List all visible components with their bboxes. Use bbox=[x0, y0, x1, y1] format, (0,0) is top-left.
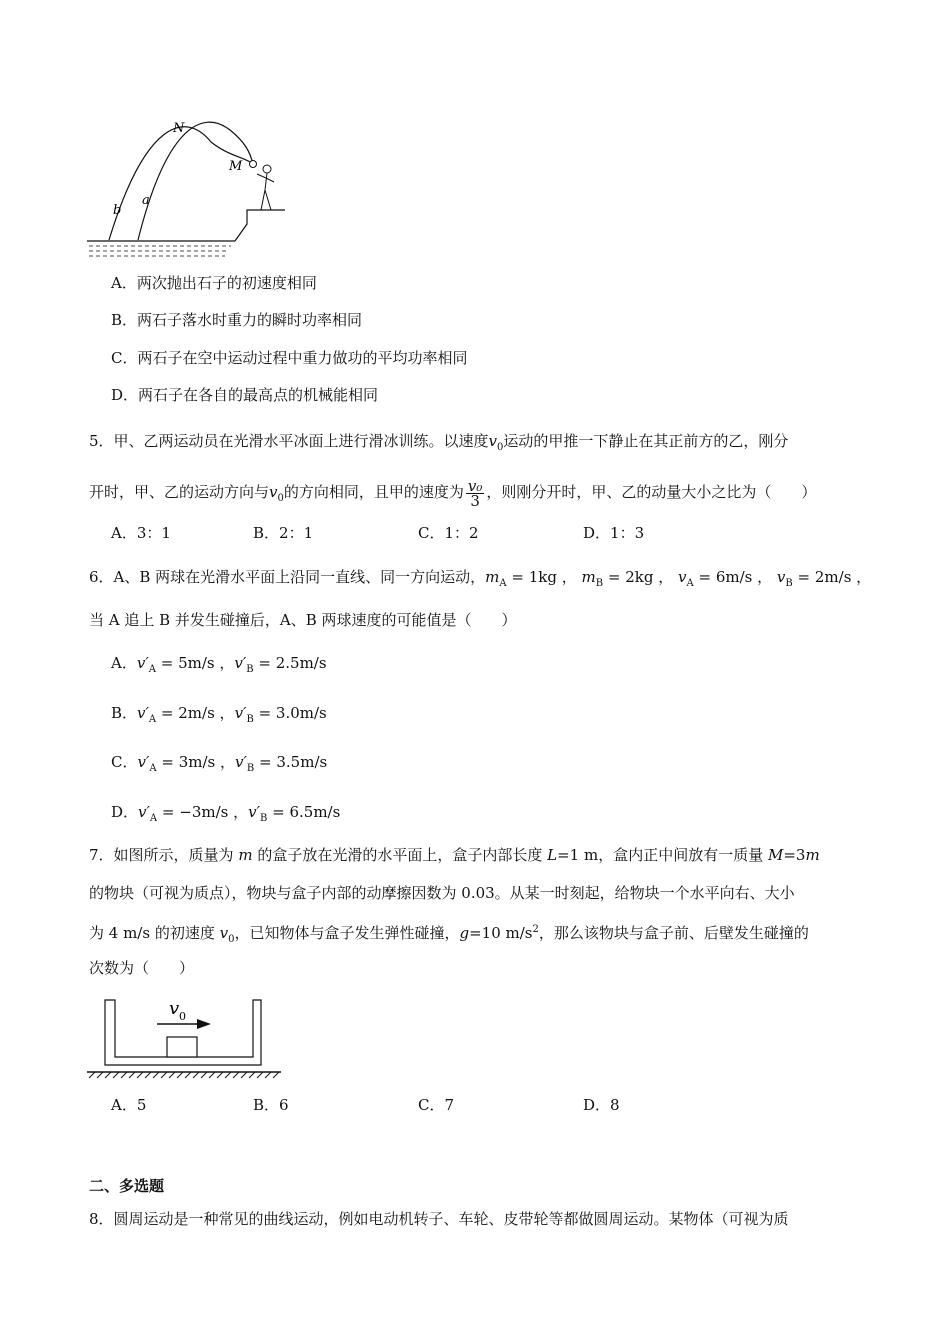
q5-v0: v bbox=[488, 432, 498, 450]
q5-option-a: A．3：1 bbox=[111, 524, 171, 542]
q4-option-d: D．两石子在各自的最高点的机械能相同 bbox=[111, 386, 379, 404]
q4-label-b: b bbox=[113, 203, 122, 218]
q6-option-a-label: A． bbox=[111, 654, 137, 672]
q5-option-b: B．2：1 bbox=[253, 524, 314, 542]
q6-vB-val: = 2m/s ， bbox=[792, 568, 872, 586]
q7-line-3 bbox=[89, 920, 809, 950]
q7-option-b: B．6 bbox=[253, 1096, 289, 1114]
q6-option-d-va: = −3m/s ， bbox=[157, 803, 249, 821]
q5-v0-2: v bbox=[269, 483, 278, 501]
q8-line-1: 8．圆周运动是一种常见的曲线运动，例如电动机转子、车轮、皮带轮等都做圆周运动。某物体（可视为质 bbox=[89, 1210, 789, 1228]
q6-vB: v bbox=[776, 568, 786, 586]
q4-option-b: B．两石子落水时重力的瞬时功率相同 bbox=[111, 311, 363, 329]
q7-figure-v-sub: 0 bbox=[179, 1010, 186, 1023]
q6-option-b-va: = 2m/s ， bbox=[156, 704, 235, 722]
q7-text-1b: 的盒子放在光滑的水平面上，盒子内部长度 bbox=[257, 846, 543, 864]
q5-text-2b: 的方向相同，且甲的速度为 bbox=[283, 483, 464, 501]
q5-frac-num: v₀ bbox=[467, 476, 483, 495]
q5-fraction bbox=[466, 476, 485, 510]
q7-v0-sub: 0 bbox=[228, 934, 235, 945]
q7-m2: m bbox=[805, 846, 820, 864]
section-heading: 二、多选题 bbox=[89, 1177, 165, 1195]
q5-line-1 bbox=[89, 431, 788, 458]
q7-M: M bbox=[768, 846, 784, 864]
q7-text-3c: =10 m/s bbox=[469, 924, 533, 942]
q6-option-d: D．$v'_A = -3m/s$ ，$v'_B = 6.5m/s$ bbox=[111, 803, 341, 824]
q7-sup: 2 bbox=[532, 924, 539, 935]
q6-option-b: B．$v'_A = 2m/s$ ，$v'_B = 3.0m/s$ bbox=[111, 704, 327, 725]
q6-mB-sub: B bbox=[595, 578, 604, 589]
q5-option-d: D．1：3 bbox=[583, 524, 645, 542]
q6-option-b-vb: = 3.0m/s bbox=[253, 704, 327, 722]
q6-vB-sub: B bbox=[785, 578, 793, 589]
q6-option-d-vb: = 6.5m/s bbox=[267, 803, 341, 821]
q6-option-d-label: D． bbox=[111, 803, 139, 821]
q6-option-c: C．$v'_A = 3m/s$ ，$v'_B = 3.5m/s$ bbox=[111, 753, 328, 774]
q5-line-2 bbox=[89, 474, 816, 517]
q7-text-1d: =3 bbox=[783, 846, 806, 864]
q7-text-3a: 为 4 m/s 的初速度 bbox=[89, 924, 215, 942]
q4-label-N: N bbox=[173, 121, 185, 136]
q5-text-2a: 开时，甲、乙的运动方向与 bbox=[89, 483, 270, 501]
q7-option-a: A．5 bbox=[111, 1096, 147, 1114]
q6-mA-val: = 1kg ， bbox=[506, 568, 577, 586]
q6-option-b-label: B． bbox=[111, 704, 138, 722]
q7-line-2: 的物块（可视为质点），物块与盒子内部的动摩擦因数为 0.03。从某一时刻起，给物块一个水平向右、大小 bbox=[89, 884, 795, 902]
q7-text-3d: ，那么该物块与盒子前、后壁发生碰撞的 bbox=[538, 924, 809, 942]
q6-text-1: 6．A、B 两球在光滑水平面上沿同一直线、同一方向运动， bbox=[89, 568, 486, 586]
q5-text-1a: 5．甲、乙两运动员在光滑水平冰面上进行滑冰训练。以速度 bbox=[89, 432, 489, 450]
q4-option-a: A．两次抛出石子的初速度相同 bbox=[111, 274, 317, 292]
q5-text-1b: 运动的甲推一下静止在其正前方的乙，刚分 bbox=[503, 432, 789, 450]
q7-v0: v bbox=[219, 924, 229, 942]
q7-figure bbox=[85, 990, 285, 1086]
q7-text-1c: =1 m，盒内正中间放有一质量 bbox=[557, 846, 764, 864]
q5-text-2c: ，则刚分开时，甲、乙的动量大小之比为（ ） bbox=[486, 483, 817, 501]
q6-mA-sub: A bbox=[499, 578, 507, 589]
q7-text-3b: ，已知物体与盒子发生弹性碰撞， bbox=[234, 924, 460, 942]
q6-mA: m bbox=[485, 568, 500, 586]
q7-line-1 bbox=[89, 845, 820, 865]
q7-g: g bbox=[459, 924, 470, 942]
q5-option-c: C．1：2 bbox=[418, 524, 479, 542]
q6-option-a-vb: = 2.5m/s bbox=[253, 654, 327, 672]
q6-mB: m bbox=[581, 568, 596, 586]
q4-label-a: a bbox=[142, 193, 150, 208]
q7-L: L bbox=[547, 846, 558, 864]
q5-v0-sub: 0 bbox=[497, 442, 504, 453]
q6-line-2: 当 A 追上 B 并发生碰撞后，A、B 两球速度的可能值是（ ） bbox=[89, 611, 517, 629]
q7-text-1a: 7．如图所示，质量为 bbox=[89, 846, 234, 864]
q7-option-c: C．7 bbox=[418, 1096, 455, 1114]
q5-v0-2-sub: 0 bbox=[277, 493, 284, 504]
q6-option-c-va: = 3m/s ， bbox=[156, 753, 236, 771]
q6-mB-val: = 2kg ， bbox=[603, 568, 674, 586]
q4-option-c: C．两石子在空中运动过程中重力做功的平均功率相同 bbox=[111, 349, 468, 367]
q6-option-c-vb: = 3.5m/s bbox=[254, 753, 328, 771]
q5-frac-den: 3 bbox=[470, 491, 480, 510]
q6-vA-val: = 6m/s ， bbox=[693, 568, 773, 586]
q6-option-a-va: = 5m/s ， bbox=[155, 654, 235, 672]
q6-option-c-label: C． bbox=[111, 753, 138, 771]
q6-option-a: A．$v'_A = 5m/s$ ，$v'_B = 2.5m/s$ bbox=[111, 654, 327, 675]
q7-m: m bbox=[238, 846, 253, 864]
q6-line-1 bbox=[89, 567, 871, 594]
q6-vA-sub: A bbox=[686, 578, 694, 589]
q7-figure-v: v bbox=[169, 998, 180, 1019]
q4-label-M: M bbox=[229, 159, 243, 174]
q7-line-4: 次数为（ ） bbox=[89, 959, 195, 977]
q4-figure bbox=[85, 112, 295, 262]
q6-vA: v bbox=[678, 568, 687, 586]
q7-option-d: D．8 bbox=[583, 1096, 620, 1114]
